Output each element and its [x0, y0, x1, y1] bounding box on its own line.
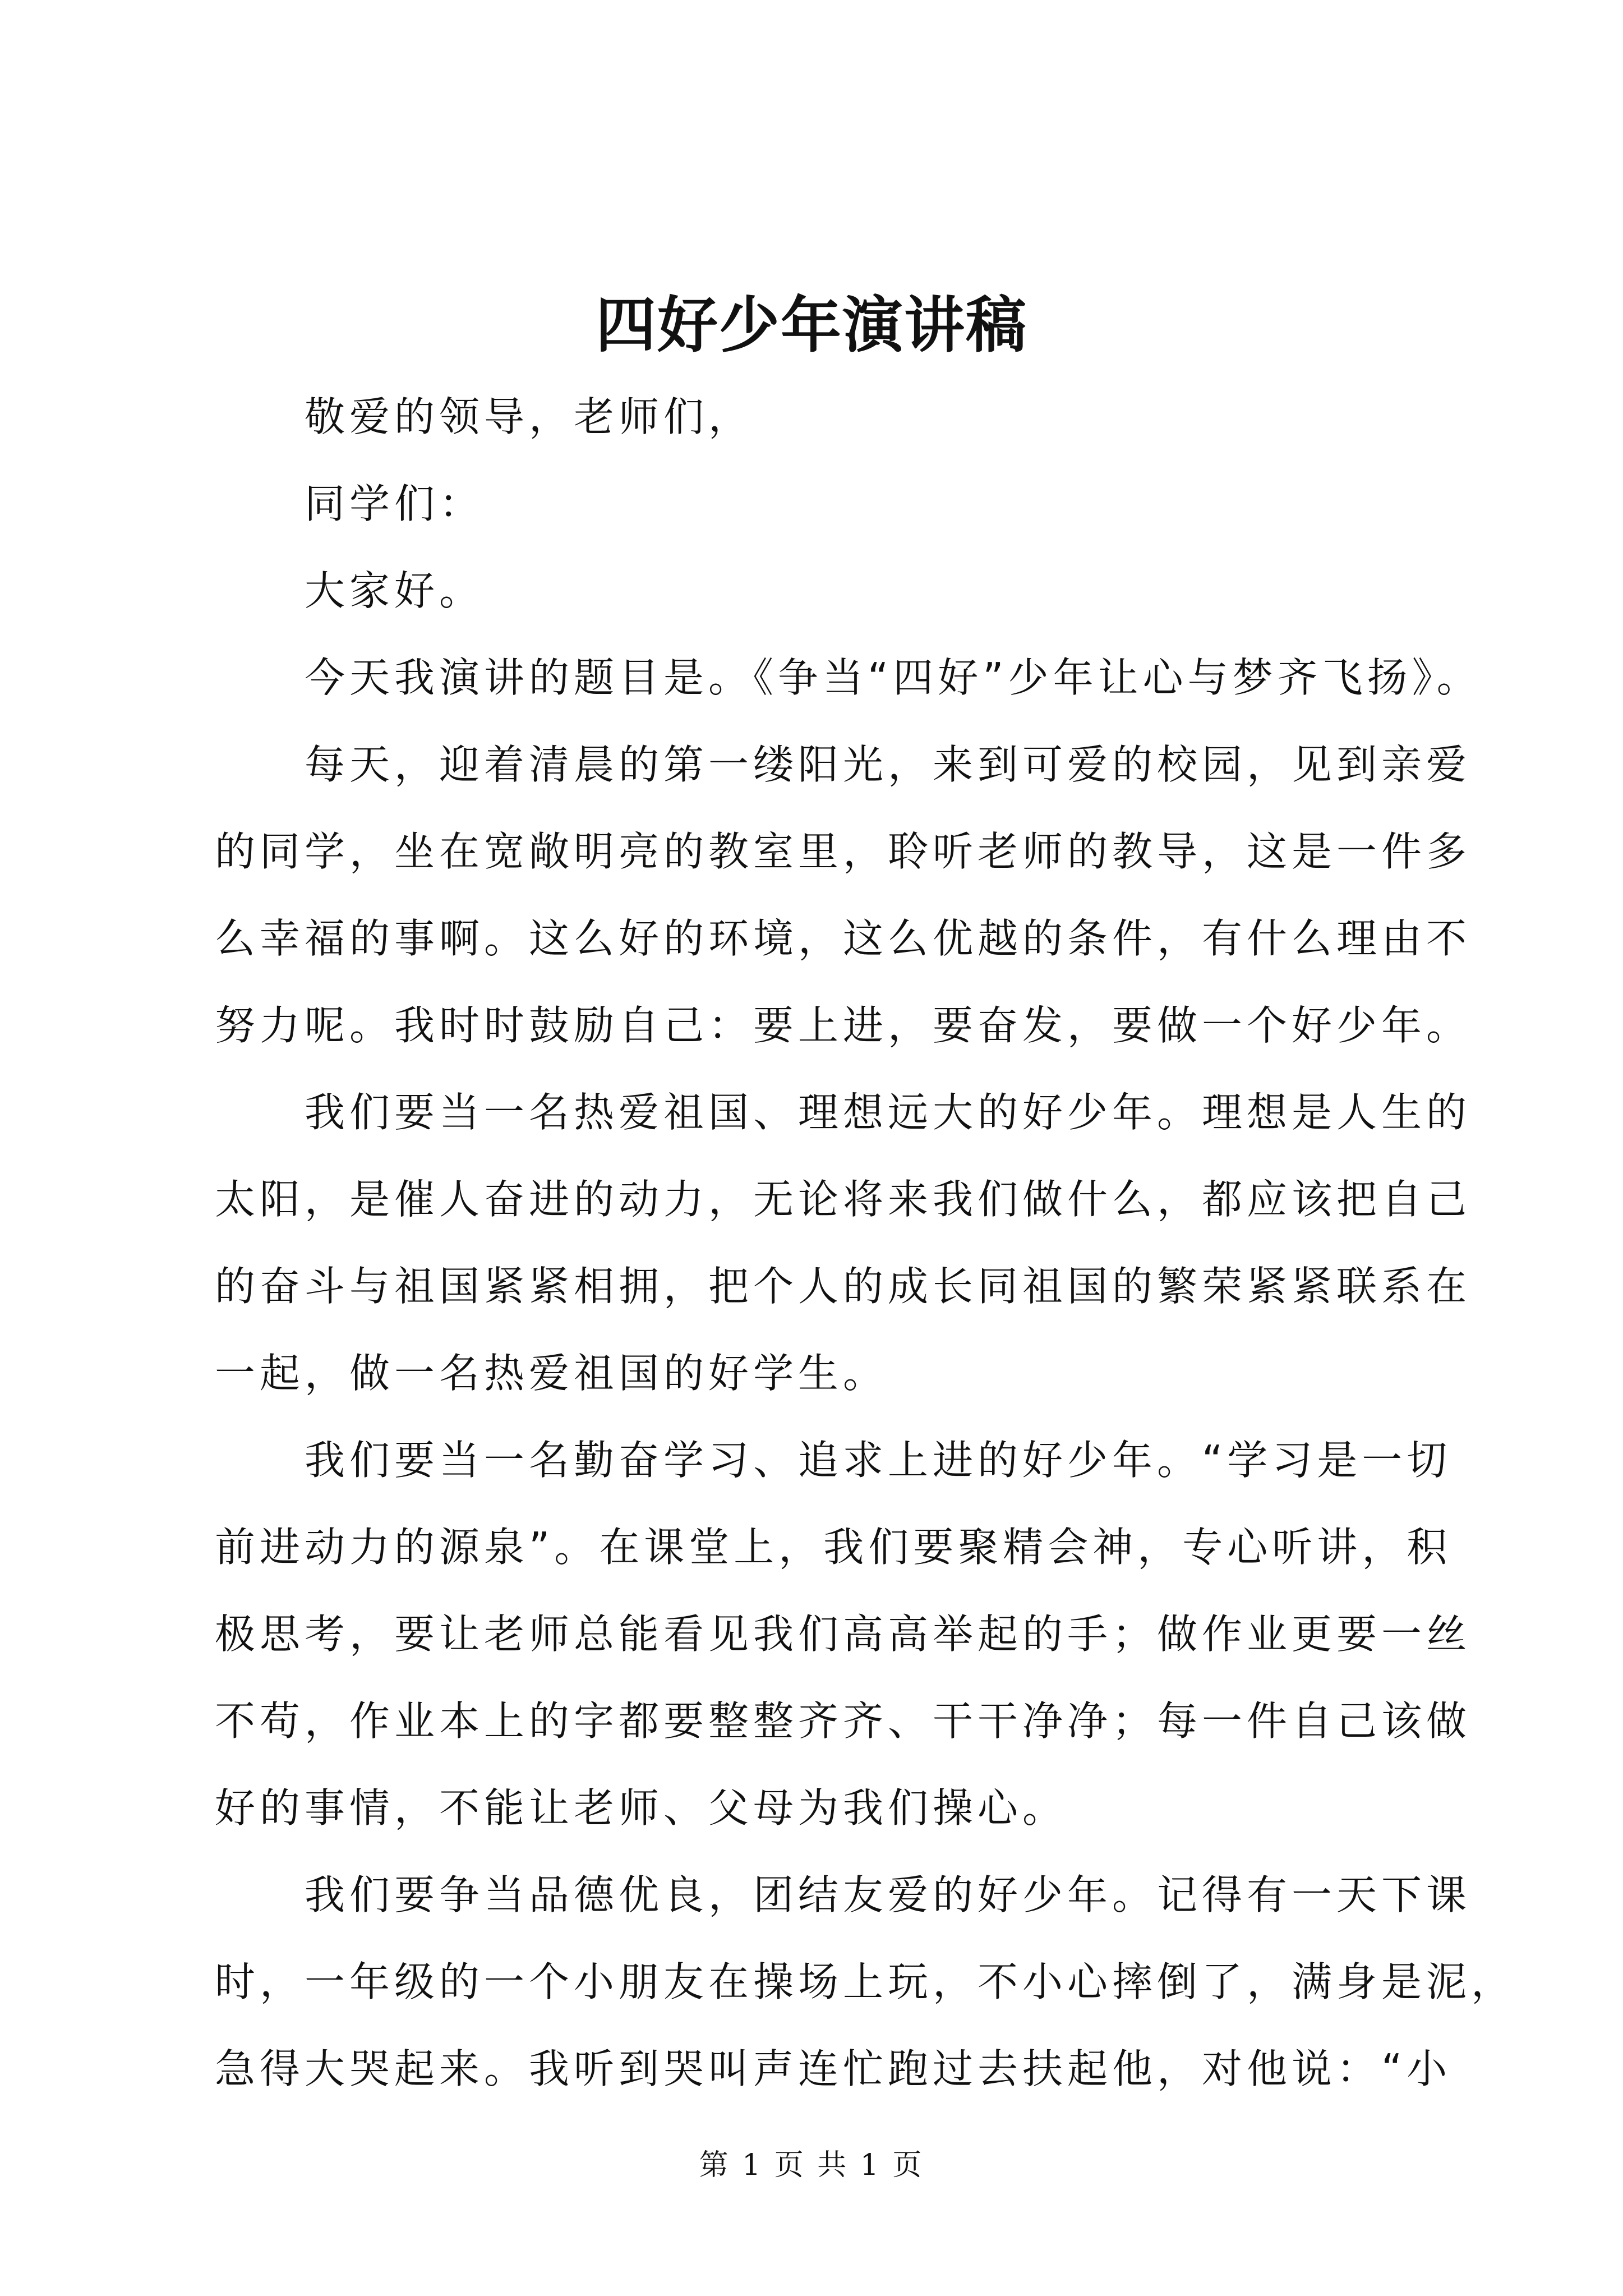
body-line: 前进动力的源泉”。在课堂上，我们要聚精会神，专心听讲，积: [215, 1524, 1452, 1571]
body-line: 好的事情，不能让老师、父母为我们操心。: [215, 1784, 1068, 1832]
body-line: 我们要当一名热爱祖国、理想远大的好少年。理想是人生的: [305, 1089, 1472, 1136]
body-line: 每天，迎着清晨的第一缕阳光，来到可爱的校园，见到亲爱: [305, 741, 1472, 788]
body-line: 极思考，要让老师总能看见我们高高举起的手；做作业更要一丝: [215, 1611, 1472, 1658]
body-line: 大家好。: [305, 567, 485, 614]
document-body: [215, 386, 1516, 2125]
document-title: 四好少年演讲稿: [595, 290, 1027, 361]
body-line: 我们要争当品德优良，团结友爱的好少年。记得有一天下课: [305, 1871, 1472, 1918]
body-line: 我们要当一名勤奋学习、追求上进的好少年。“学习是一切: [305, 1437, 1452, 1484]
body-line: 么幸福的事啊。这么好的环境，这么优越的条件，有什么理由不: [215, 915, 1472, 962]
body-line: 时，一年级的一个小朋友在操场上玩，不小心摔倒了，满身是泥，: [215, 1958, 1516, 2005]
body-line: 一起，做一名热爱祖国的好学生。: [215, 1350, 888, 1397]
body-line: 的同学，坐在宽敞明亮的教室里，聆听老师的教导，这是一件多: [215, 828, 1472, 875]
body-line: 急得大哭起来。我听到哭叫声连忙跑过去扶起他，对他说：“小: [215, 2045, 1452, 2092]
body-line: 敬爱的领导，老师们，: [305, 393, 754, 440]
page-footer: 第 1 页 共 1 页: [699, 2148, 924, 2182]
body-line: 同学们：: [305, 480, 485, 527]
body-line: 不苟，作业本上的字都要整整齐齐、干干净净；每一件自己该做: [215, 1697, 1472, 1745]
body-line: 的奋斗与祖国紧紧相拥，把个人的成长同祖国的繁荣紧紧联系在: [215, 1263, 1472, 1310]
body-line: 努力呢。我时时鼓励自己：要上进，要奋发，要做一个好少年。: [215, 1002, 1472, 1049]
body-line: 太阳，是催人奋进的动力，无论将来我们做什么，都应该把自己: [215, 1176, 1472, 1223]
body-line: 今天我演讲的题目是。《争当“四好”少年让心与梦齐飞扬》。: [305, 654, 1482, 701]
